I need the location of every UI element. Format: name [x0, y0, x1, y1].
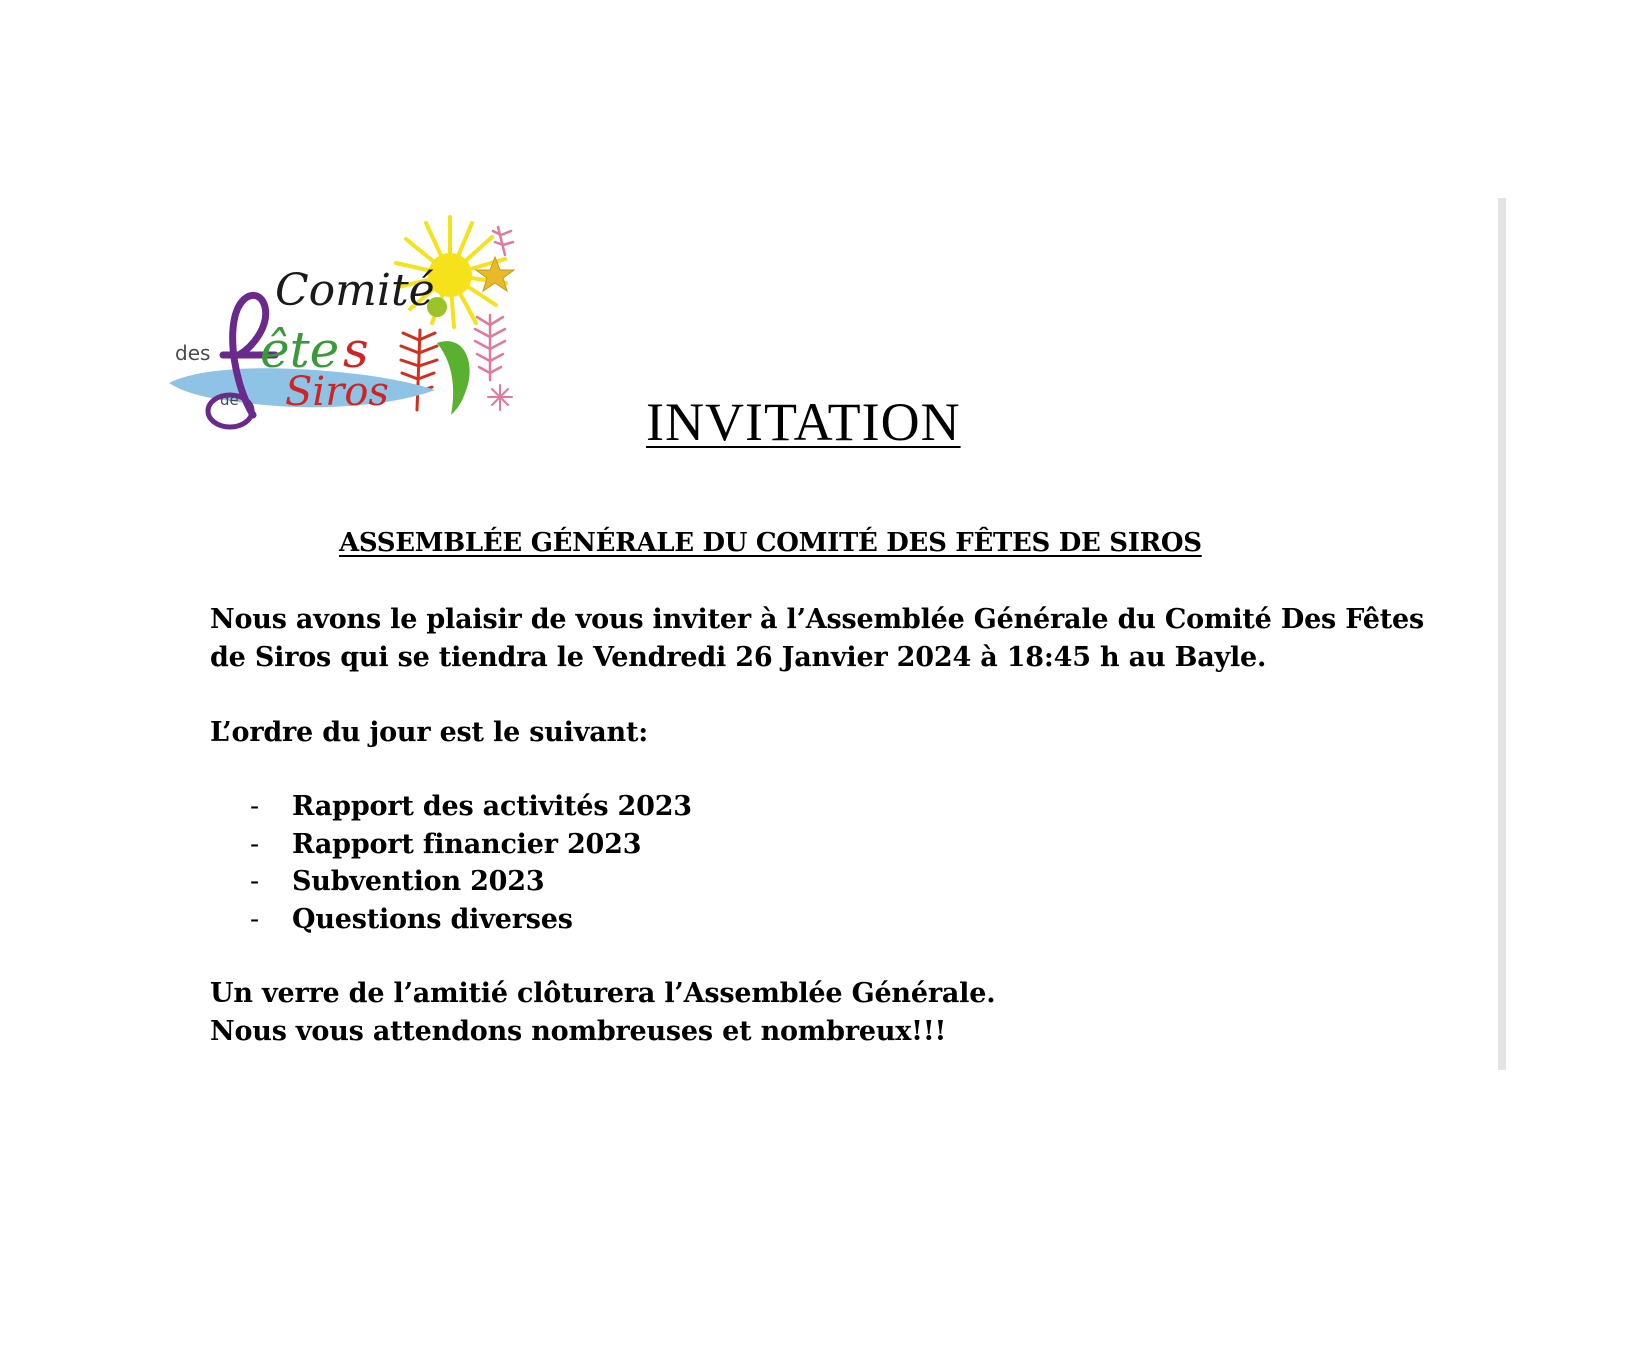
assembly-heading: ASSEMBLÉE GÉNÉRALE DU COMITÉ DES FÊTES DE SIROS	[339, 528, 1202, 558]
svg-text:des: des	[175, 341, 211, 365]
agenda-item-label: Subvention 2023	[292, 866, 545, 897]
agenda-item-label: Rapport financier 2023	[292, 828, 642, 860]
closing-paragraph	[210, 975, 995, 1051]
agenda-item	[250, 788, 692, 826]
green-leaf-icon	[437, 341, 470, 415]
agenda-item-label: Questions diverses	[292, 903, 573, 935]
agenda-list	[250, 788, 692, 938]
agenda-item-label: Rapport des activités 2023	[292, 791, 692, 822]
svg-text:Siros: Siros	[285, 369, 389, 415]
page-title: INVITATION	[646, 392, 961, 452]
page-edge-rule	[1498, 198, 1506, 1070]
bullet-dash: -	[250, 791, 259, 822]
logo-graphic	[165, 215, 535, 445]
svg-text:Comité: Comité	[275, 265, 435, 316]
agenda-item	[250, 863, 692, 901]
svg-text:ête: ête	[260, 321, 340, 379]
bullet-dash: -	[250, 828, 259, 860]
agenda-heading: L’ordre du jour est le suivant:	[210, 717, 648, 748]
comite-des-fetes-logo	[165, 215, 535, 445]
bullet-dash: -	[250, 866, 259, 897]
intro-line: Nous avons le plaisir de vous inviter à l’Assemblée Générale du Comité Des Fêtes	[210, 604, 1424, 635]
intro-paragraph	[210, 601, 1424, 677]
star-icon	[476, 257, 514, 291]
intro-line: de Siros qui se tiendra le Vendredi 26 Janvier 2024 à 18:45 h au Bayle.	[210, 642, 1267, 673]
closing-line: Nous vous attendons nombreuses et nombreux!!!	[210, 1016, 947, 1047]
svg-text:s: s	[343, 321, 369, 379]
agenda-item	[250, 901, 692, 939]
agenda-item	[250, 826, 692, 864]
svg-text:de: de	[220, 391, 239, 409]
closing-line: Un verre de l’amitié clôturera l’Assemblée Générale.	[210, 978, 996, 1009]
bullet-dash: -	[250, 903, 259, 935]
pink-spark-icon	[488, 385, 512, 410]
